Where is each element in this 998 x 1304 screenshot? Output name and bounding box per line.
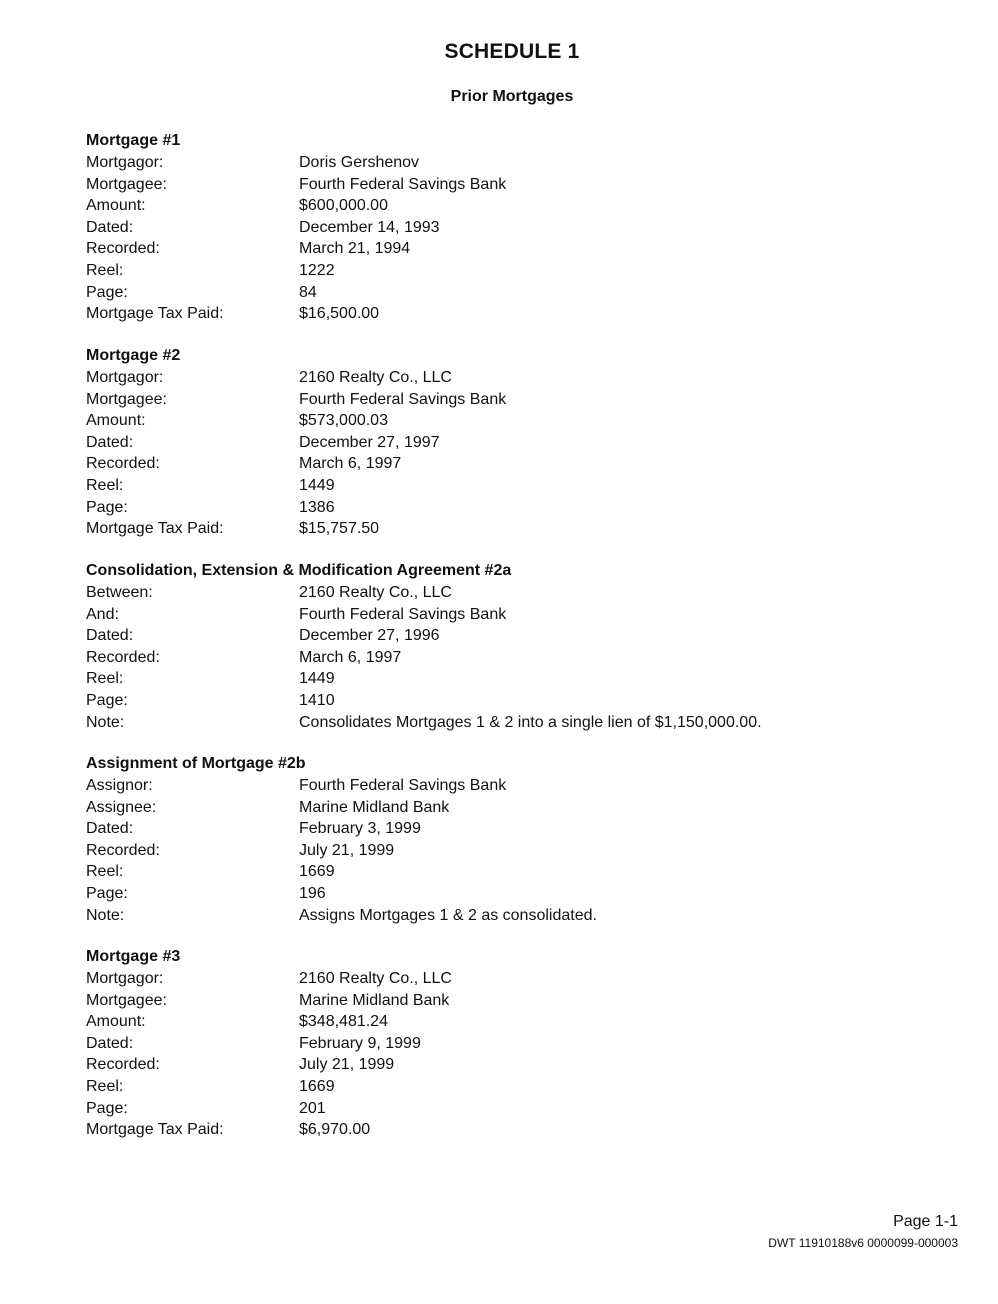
field-value: December 27, 1996 — [299, 627, 440, 645]
field-value: $15,757.50 — [299, 520, 380, 538]
field-row — [86, 1033, 946, 1055]
field-value: December 14, 1993 — [299, 218, 440, 236]
field-row — [86, 968, 946, 990]
page-number: Page 1-1 — [893, 1213, 958, 1230]
field-row — [86, 861, 946, 883]
field-label: Reel: — [86, 1077, 124, 1095]
field-row — [86, 260, 946, 282]
field-label: Between: — [86, 584, 153, 601]
field-value: 2160 Realty Co., LLC — [299, 970, 452, 987]
field-value: Fourth Federal Savings Bank — [299, 777, 507, 794]
field-row — [86, 604, 946, 626]
field-row — [86, 1119, 946, 1141]
field-row — [86, 432, 946, 454]
field-value: Fourth Federal Savings Bank — [299, 605, 507, 623]
section-mortgage-2 — [86, 345, 946, 540]
field-row — [86, 582, 946, 604]
field-label: Assignor: — [86, 777, 153, 794]
field-label: Recorded: — [86, 841, 160, 859]
field-value: 2160 Realty Co., LLC — [299, 369, 452, 386]
field-label: Amount: — [86, 412, 146, 430]
field-value: Marine Midland Bank — [299, 798, 450, 816]
field-label: Note: — [86, 713, 125, 731]
field-label: Dated: — [86, 433, 134, 451]
field-label: Reel: — [86, 476, 124, 494]
field-row — [86, 238, 946, 260]
section-heading: Mortgage #3 — [86, 948, 181, 965]
page-title: SCHEDULE 1 — [444, 40, 580, 63]
field-value: July 21, 1999 — [299, 841, 395, 859]
field-label: Mortgage Tax Paid: — [86, 1121, 224, 1139]
field-label: And: — [86, 605, 119, 623]
field-row — [86, 282, 946, 304]
field-row — [86, 647, 946, 669]
field-value: $573,000.03 — [299, 412, 388, 430]
section-mortgage-1 — [86, 130, 946, 325]
field-label: Mortgagor: — [86, 154, 164, 171]
field-label: Amount: — [86, 197, 146, 215]
field-label: Mortgagee: — [86, 390, 167, 408]
field-row — [86, 174, 946, 196]
field-row — [86, 818, 946, 840]
section-consolidation-2a — [86, 560, 946, 733]
field-value: $16,500.00 — [299, 305, 380, 323]
field-value: 1669 — [299, 1077, 335, 1095]
field-label: Recorded: — [86, 455, 160, 473]
section-heading: Mortgage #1 — [86, 132, 181, 149]
field-label: Page: — [86, 691, 128, 709]
field-row — [86, 518, 946, 540]
field-label: Mortgage Tax Paid: — [86, 520, 224, 538]
field-value: 2160 Realty Co., LLC — [299, 584, 452, 601]
field-value: March 6, 1997 — [299, 455, 402, 473]
field-label: Mortgagor: — [86, 369, 164, 386]
field-row — [86, 883, 946, 905]
field-row — [86, 905, 946, 927]
section-heading: Assignment of Mortgage #2b — [86, 755, 306, 772]
field-row — [86, 775, 946, 797]
field-label: Mortgage Tax Paid: — [86, 305, 224, 323]
field-row — [86, 497, 946, 519]
field-row — [86, 1098, 946, 1120]
field-row — [86, 990, 946, 1012]
field-value: March 6, 1997 — [299, 648, 402, 666]
field-label: Reel: — [86, 261, 124, 279]
field-row — [86, 195, 946, 217]
field-row — [86, 625, 946, 647]
field-label: Mortgagor: — [86, 970, 164, 987]
field-label: Page: — [86, 283, 128, 301]
field-row — [86, 668, 946, 690]
field-label: Dated: — [86, 627, 134, 645]
section-assignment-2b — [86, 753, 946, 926]
field-value: December 27, 1997 — [299, 433, 440, 451]
field-row — [86, 303, 946, 325]
field-value: $348,481.24 — [299, 1013, 388, 1031]
field-row — [86, 410, 946, 432]
section-mortgage-3 — [86, 946, 946, 1141]
field-row — [86, 152, 946, 174]
field-label: Page: — [86, 1099, 128, 1117]
section-heading: Consolidation, Extension & Modification Agreement #2a — [86, 562, 512, 579]
field-label: Dated: — [86, 1034, 134, 1052]
field-row — [86, 217, 946, 239]
field-label: Assignee: — [86, 798, 157, 816]
field-label: Reel: — [86, 670, 124, 688]
field-value: Consolidates Mortgages 1 & 2 into a single lien of $1,150,000.00. — [299, 713, 762, 731]
field-row — [86, 1011, 946, 1033]
document-id: DWT 11910188v6 0000099-000003 — [768, 1236, 958, 1250]
field-value: July 21, 1999 — [299, 1056, 395, 1074]
field-value: March 21, 1994 — [299, 240, 411, 258]
field-row — [86, 797, 946, 819]
field-row — [86, 840, 946, 862]
field-label: Amount: — [86, 1013, 146, 1031]
field-row — [86, 712, 946, 734]
field-value: 1449 — [299, 670, 335, 688]
field-value: 1222 — [299, 261, 335, 279]
field-value: 84 — [299, 283, 317, 301]
field-value: 201 — [299, 1099, 326, 1117]
field-label: Dated: — [86, 820, 134, 838]
field-value: 196 — [299, 884, 326, 902]
field-label: Reel: — [86, 863, 124, 881]
field-value: Fourth Federal Savings Bank — [299, 175, 507, 193]
field-row — [86, 690, 946, 712]
field-value: Fourth Federal Savings Bank — [299, 390, 507, 408]
field-value: 1449 — [299, 476, 335, 494]
field-label: Note: — [86, 906, 125, 924]
field-row — [86, 453, 946, 475]
field-row — [86, 389, 946, 411]
field-row — [86, 475, 946, 497]
field-label: Page: — [86, 884, 128, 902]
field-value: $600,000.00 — [299, 197, 388, 215]
field-row — [86, 1054, 946, 1076]
field-value: 1669 — [299, 863, 335, 881]
field-label: Mortgagee: — [86, 991, 167, 1009]
field-value: February 3, 1999 — [299, 820, 421, 838]
field-value: Doris Gershenov — [299, 154, 420, 171]
field-label: Recorded: — [86, 1056, 160, 1074]
field-label: Recorded: — [86, 240, 160, 258]
field-value: $6,970.00 — [299, 1121, 371, 1139]
field-value: 1410 — [299, 691, 335, 709]
page-subtitle: Prior Mortgages — [450, 88, 574, 105]
field-label: Mortgagee: — [86, 175, 167, 193]
field-value: Assigns Mortgages 1 & 2 as consolidated. — [299, 906, 597, 924]
field-value: 1386 — [299, 498, 335, 516]
field-value: February 9, 1999 — [299, 1034, 421, 1052]
field-row — [86, 1076, 946, 1098]
field-label: Dated: — [86, 218, 134, 236]
field-value: Marine Midland Bank — [299, 991, 450, 1009]
field-row — [86, 367, 946, 389]
field-label: Recorded: — [86, 648, 160, 666]
field-label: Page: — [86, 498, 128, 516]
section-heading: Mortgage #2 — [86, 347, 181, 364]
